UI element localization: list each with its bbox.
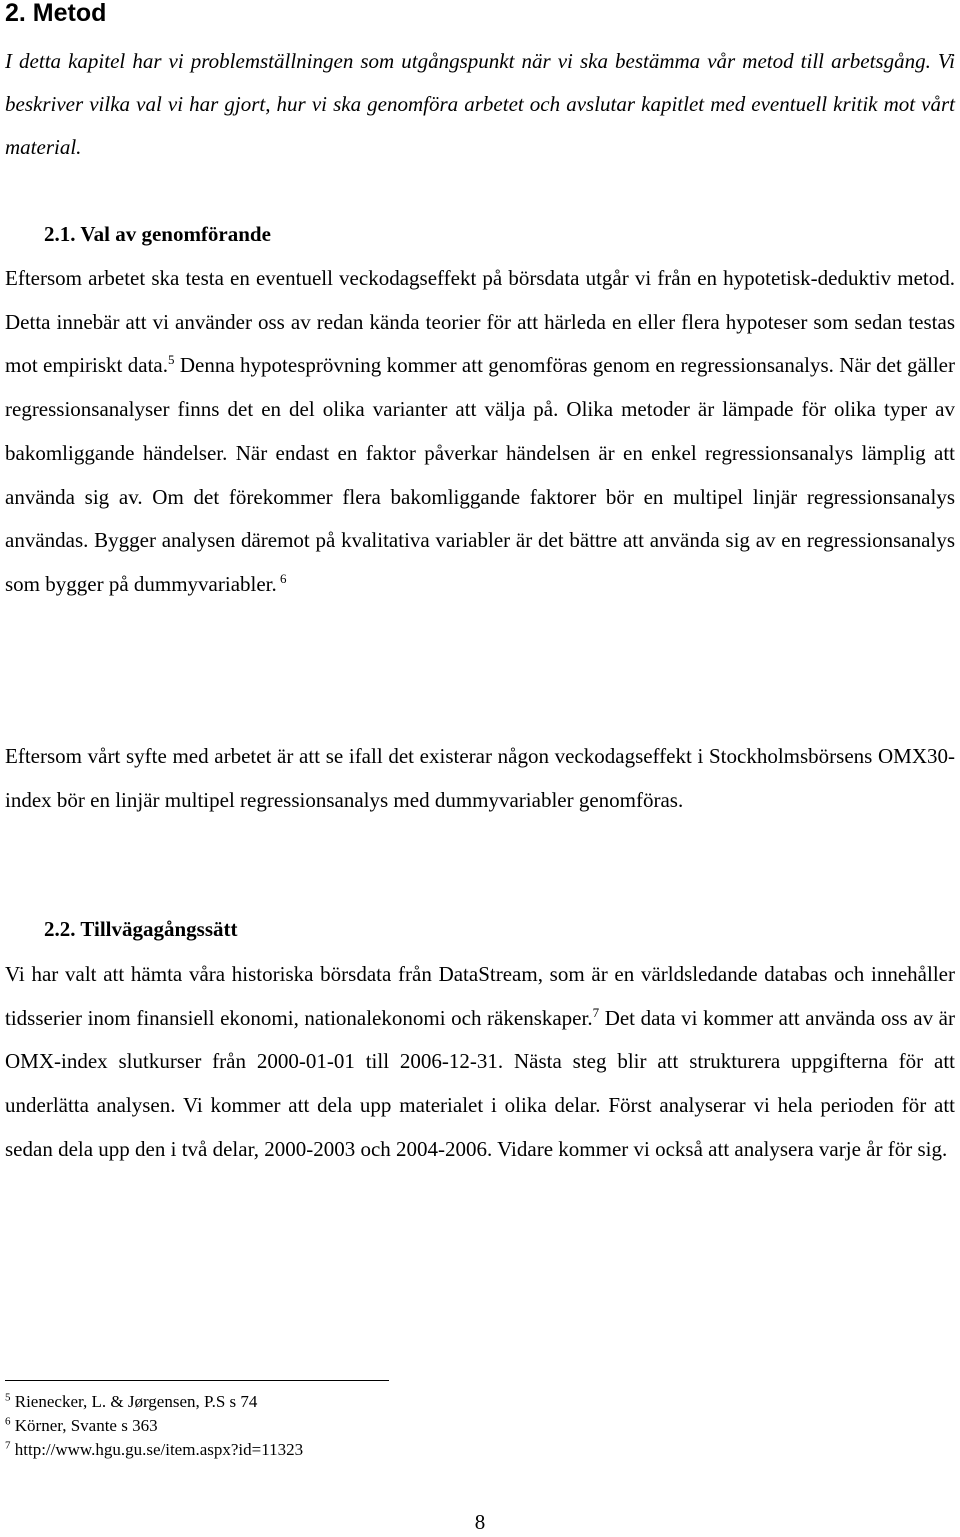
footnote-number: 6 [5,1415,11,1428]
footnote-number: 5 [5,1391,11,1404]
footnote-ref: 5 [167,352,175,368]
paragraph-text: Det data vi kommer att använda oss av är OMX-index slutkurser från 2000-01-01 till 2006-12-31. Nästa steg blir att strukturera uppgifterna för att underlätta analysen. Vi kommer att dela upp materialet i olika delar. Först analyserar vi hela perioden för att sedan dela upp den i två delar, 2000-2003 och 2004-2006. Vidare kommer vi också att analysera varje år för sig. [5,1005,955,1161]
paragraph-purpose: Eftersom vårt syfte med arbetet är att se ifall det existerar någon veckodagseffekt i Stockholmsbörsens OMX30-index bör en linjär multipel regressionsanalys med dummyvariabler genomföras. [5,744,955,812]
footnotes [5,1390,303,1462]
paragraph-text: Denna hypotesprövning kommer att genomföras genom en regressionsanalys. När det gäller regressionsanalyser finns det en del olika varianter att välja på. Olika metoder är lämpade för olika typer av bakomliggande händelser. När endast en faktor påverkar händelsen är en enkel regressionsanalys lämplig att använda sig av. Om det förekommer flera bakomliggande faktorer bör en multipel linjär regressionsanalys användas. Bygger analysen däremot på kvalitativa variabler är det bättre att använda sig av en regressionsanalys som bygger på dummyvariabler. [5,353,955,596]
chapter-heading: 2. Metod [5,0,107,27]
chapter-intro: I detta kapitel har vi problemställningen som utgångspunkt när vi ska bestämma vår metod till arbetsgång. Vi beskriver vilka val vi har gjort, hur vi ska genomföra arbetet och avslutar kapitlet med eventuell kritik mot vårt material. [5,49,955,159]
footnote-divider [5,1380,389,1381]
footnote-item [5,1438,303,1462]
footnote-item [5,1390,303,1414]
footnote-ref: 7 [592,1004,600,1020]
paragraph-method [5,257,955,607]
paragraph-procedure [5,953,955,1172]
paragraph-text: Vi har valt att hämta våra historiska börsdata från DataStream, som är en världsledande databas och innehåller tidsserier inom finansiell ekonomi, nationalekonomi och räkenskaper. [5,962,955,1030]
page-number: 8 [474,1510,486,1534]
footnote-text: http://www.hgu.gu.se/item.aspx?id=11323 [10,1440,304,1459]
footnote-text: Rienecker, L. & Jørgensen, P.S s 74 [10,1392,258,1411]
paragraph-text: Eftersom arbetet ska testa en eventuell veckodagseffekt på börsdata utgår vi från en hypotetisk-deduktiv metod. Detta innebär att vi använder oss av redan kända teorier för att härleda en eller flera hypoteser som sedan testas mot empiriskt data. [5,266,955,378]
section-heading-tillvagagangssatt: 2.2. Tillvägagångssätt [44,917,238,941]
footnote-ref: 6 [276,570,287,586]
footnote-number: 7 [5,1439,11,1452]
footnote-item [5,1414,303,1438]
section-heading-val-av-genomforande: 2.1. Val av genomförande [44,222,271,246]
footnote-text: Körner, Svante s 363 [10,1416,158,1435]
